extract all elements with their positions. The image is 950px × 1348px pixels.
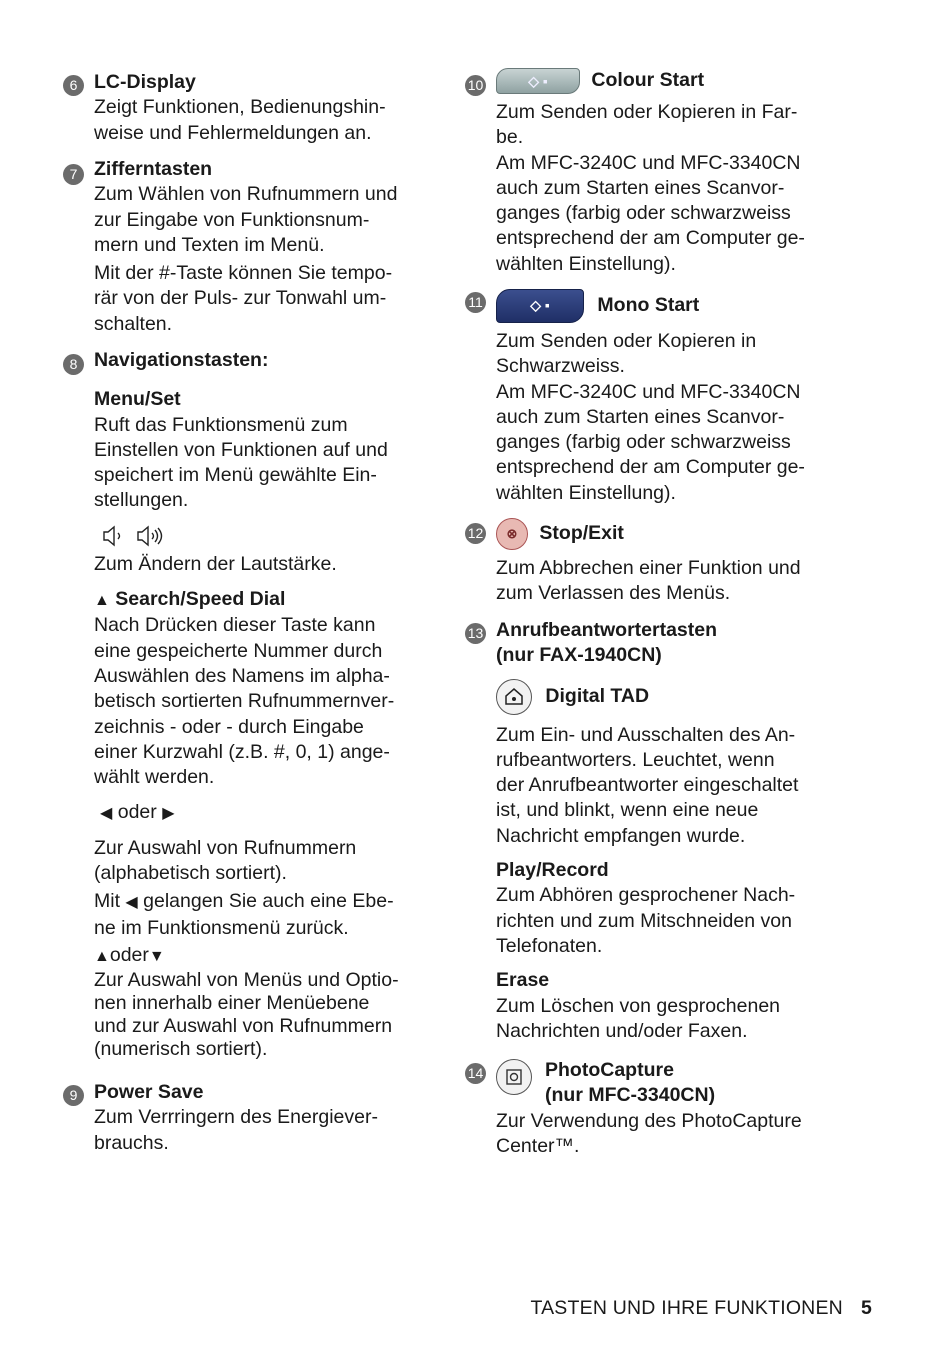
heading-power-save: Power Save [94,1081,204,1103]
digital-tad-icon [496,679,532,715]
stop-exit-heading: ⊗ Stop/Exit [496,518,836,550]
text-line: einer Kurzwahl (z.B. #, 0, 1) ange- [94,740,390,763]
page-number: 5 [860,1297,872,1319]
text-line: Nachricht empfangen wurde. [496,824,746,847]
item-number-6: 6 [63,75,84,96]
item-number-13: 13 [465,623,486,644]
text-line: weise und Fehlermeldungen an. [94,121,372,144]
text-line: Zum Wählen von Rufnummern und [94,183,398,206]
text-line: mern und Texten im Menü. [94,233,325,256]
text-line: auch zum Starten eines Scanvor- [496,405,785,428]
item-number-10: 10 [465,75,486,96]
text-line: wählt werden. [94,766,215,789]
text-line: Zum Abhören gesprochener Nach- [496,884,796,907]
text-line: ist, und blinkt, wenn eine neue [496,799,759,822]
heading-play-record: Play/Record [496,859,609,882]
text-line: auch zum Starten eines Scanvor- [496,176,785,199]
text-line: Am MFC-3240C und MFC-3340CN [496,380,801,403]
text-line: Zum Abbrechen einer Funktion und [496,557,801,579]
text-line: rär von der Puls- zur Tonwahl um- [94,287,387,310]
text-line: rufbeantworters. Leuchtet, wenn [496,748,775,771]
heading-zifferntasten: Zifferntasten [94,158,213,180]
text-line: entsprechend der am Computer ge- [496,227,805,250]
text-line: be. [496,126,524,149]
text-line: Nach Drücken dieser Taste kann [94,614,376,637]
text-line: ganges (farbig oder schwarzweiss [496,202,791,225]
footer-title: TASTEN UND IHRE FUNKTIONEN [530,1297,843,1319]
text-line: Zum Ein- und Ausschalten des An- [496,723,796,746]
colour-start-heading: ◇ ▪ Colour Start [496,68,836,94]
text-line: wählten Einstellung). [496,252,676,275]
digital-tad-heading: Digital TAD [496,679,836,715]
triangle-up-icon: ▲ [94,592,110,610]
text-line: Zur Auswahl von Rufnummern [94,836,357,859]
text-line: Mit der #-Taste können Sie tempo- [94,262,393,285]
mono-start-button-icon: ◇ ▪ [496,289,584,323]
text-line: und zur Auswahl von Rufnummern [94,1015,393,1038]
triangle-left-icon: ◀ [100,805,113,823]
mit-line: Mit ◀ gelangen Sie auch eine Ebe- [94,890,394,913]
text-line: ne im Funktionsmenü zurück. [94,916,349,939]
text-line: schalten. [94,312,173,335]
text-line: Ruft das Funktionsmenü zum [94,413,348,436]
photocapture-icon [496,1059,532,1095]
text-line: Center™. [496,1134,580,1157]
text-line: Zum Senden oder Kopieren in [496,330,757,352]
heading-anrufbeantworter: Anrufbeantwortertasten [496,619,718,641]
heading-menu-set: Menu/Set [94,388,181,411]
triangle-down-icon: ▼ [148,947,165,965]
item-number-9: 9 [63,1085,84,1106]
text-line: speichert im Menü gewählte Ein- [94,464,377,487]
text-line: Nachrichten und/oder Faxen. [496,1019,748,1042]
heading-photocapture: PhotoCapture [545,1059,674,1081]
text-line: Telefonaten. [496,934,603,957]
item-number-14: 14 [465,1063,486,1084]
heading-erase: Erase [496,969,550,992]
text-line: (alphabetisch sortiert). [94,862,287,885]
item-number-7: 7 [63,164,84,185]
text-line: Auswählen des Namens im alpha- [94,664,390,687]
text-line: Zum Senden oder Kopieren in Far- [496,101,798,123]
mono-start-heading: ◇ ▪ Mono Start [496,289,836,323]
heading-lc-display: LC-Display [94,71,196,93]
text-line: ganges (farbig oder schwarzweiss [496,431,791,454]
text-line: Am MFC-3240C und MFC-3340CN [496,151,801,174]
heading-navigationstasten: Navigationstasten: [94,349,269,371]
left-right-keys: ◀ oder ▶ [100,801,175,824]
text-line: Einstellen von Funktionen auf und [94,438,388,461]
text-line: entsprechend der am Computer ge- [496,456,805,479]
heading-model-note: (nur FAX-1940CN) [496,644,662,667]
text-line: Zum Verrringern des Energiever- [94,1106,378,1129]
text-line: zeichnis - oder - durch Eingabe [94,715,364,738]
text-line: brauchs. [94,1131,169,1154]
text-line: stellungen. [94,489,189,512]
text-line: Zur Verwendung des PhotoCapture [496,1109,802,1132]
item-number-12: 12 [465,523,486,544]
text-line: eine gespeicherte Nummer durch [94,639,383,662]
text-line: zur Eingabe von Funktionsnum- [94,208,370,231]
volume-text: Zum Ändern der Lautstärke. [94,552,337,575]
volume-down-icon [94,524,164,548]
text-line: Zeigt Funktionen, Bedienungshin- [94,96,386,119]
text-line: (numerisch sortiert). [94,1038,268,1061]
colour-start-button-icon: ◇ ▪ [496,68,580,94]
triangle-right-icon: ▶ [162,805,175,823]
text-line: wählten Einstellung). [496,481,676,504]
text-line: zum Verlassen des Menüs. [496,582,731,605]
triangle-up-icon: ▲ [94,947,110,965]
heading-model-note: (nur MFC-3340CN) [545,1084,716,1107]
up-down-keys: ▲oder▼ [94,943,165,966]
page-footer [530,1296,872,1321]
item-number-8: 8 [63,354,84,375]
text-line: richten und zum Mitschneiden von [496,909,792,932]
text-line: Zum Löschen von gesprochenen [496,994,781,1017]
volume-icons [94,524,434,552]
text-line: Schwarzweiss. [496,355,625,378]
triangle-left-icon: ◀ [125,894,138,912]
text-line: betisch sortierten Rufnummernver- [94,690,395,713]
stop-button-icon: ⊗ [496,518,528,550]
heading-search-speed-dial: ▲ Search/Speed Dial [94,588,286,611]
text-line: nen innerhalb einer Menüebene [94,992,370,1015]
item-number-11: 11 [465,292,486,313]
text-line: Zur Auswahl von Menüs und Optio- [94,969,399,992]
text-line: der Anrufbeantworter eingeschaltet [496,774,799,797]
